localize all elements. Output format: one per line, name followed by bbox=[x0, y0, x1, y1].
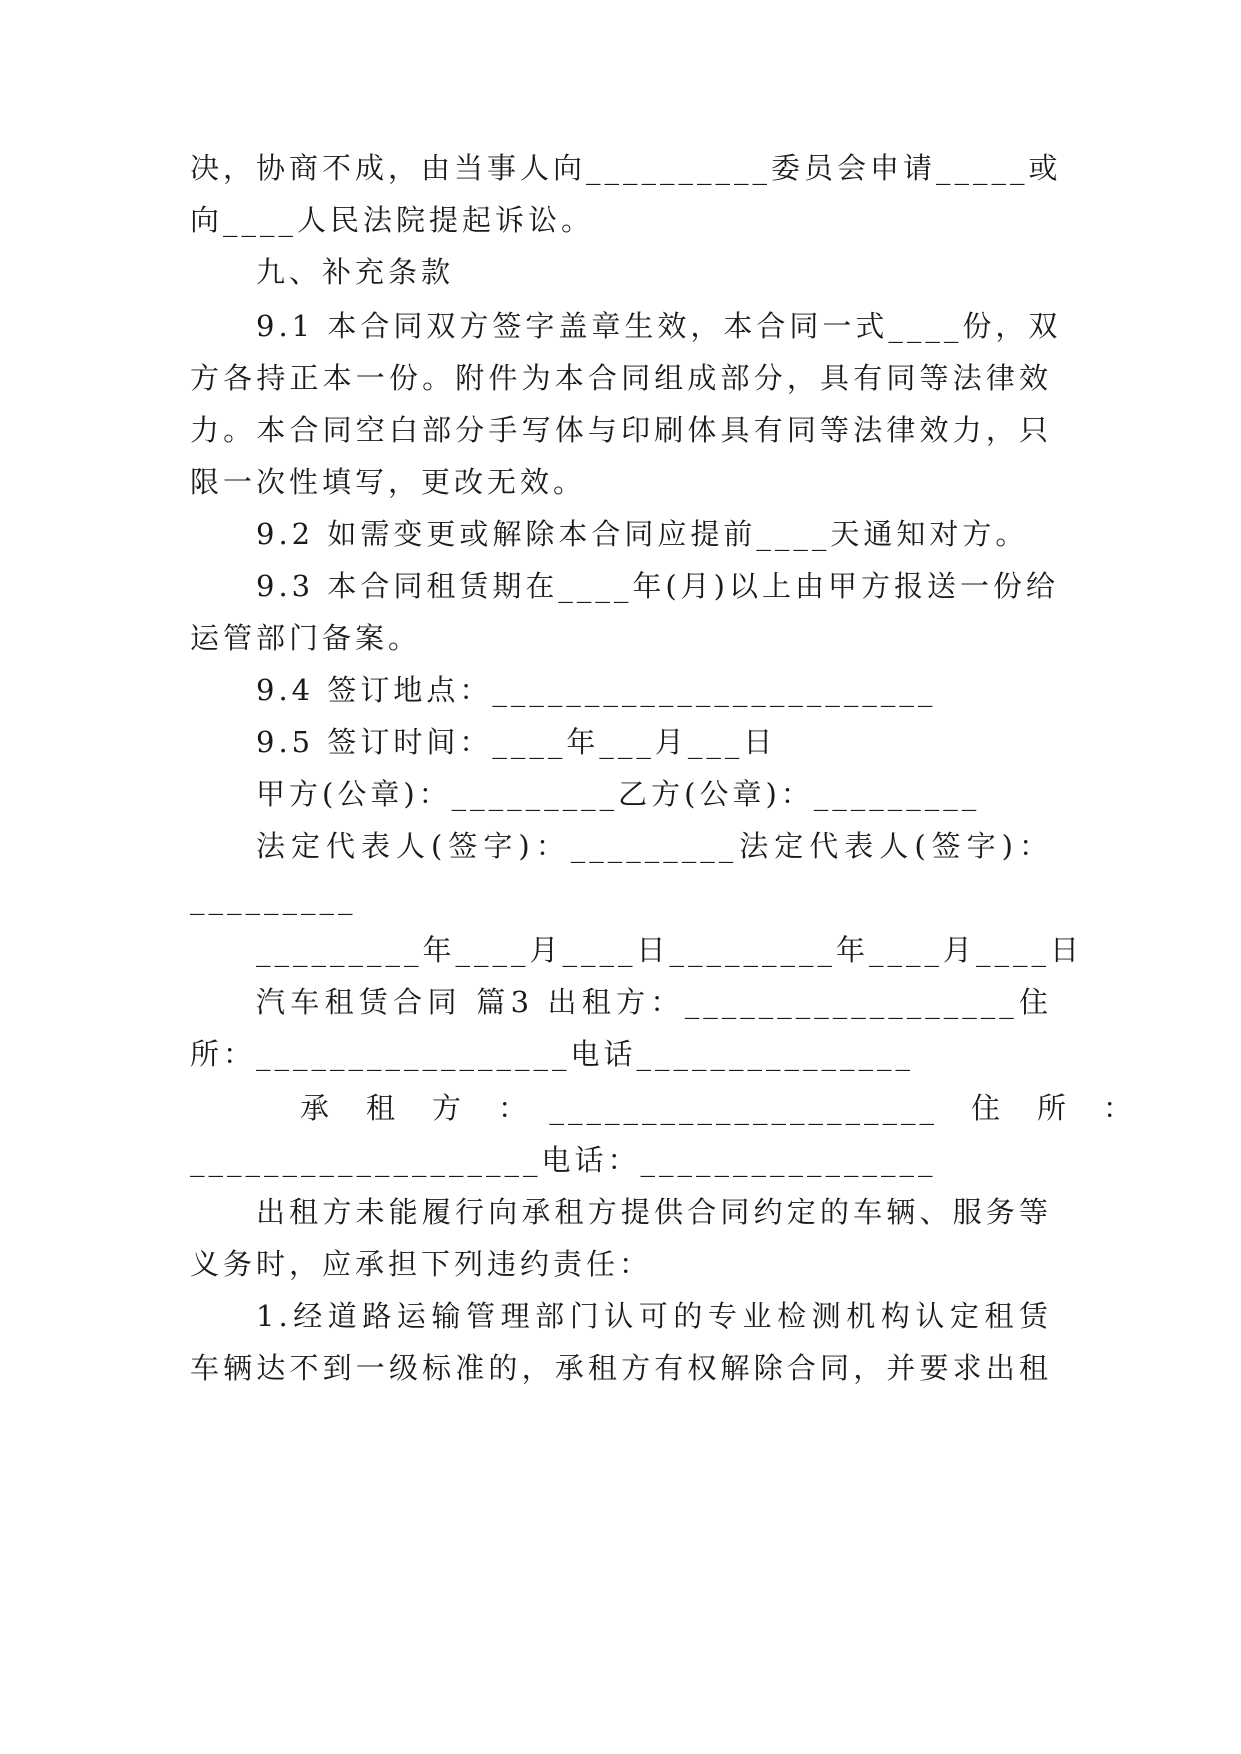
paragraph-line: 9.1 本合同双方签字盖章生效，本合同一式____份，双 bbox=[256, 309, 1062, 343]
signature-line: _________ bbox=[190, 881, 357, 915]
paragraph-line: 出租方未能履行向承租方提供合同约定的车辆、服务等 bbox=[256, 1195, 1052, 1229]
signature-line: 法定代表人(签字)：_________法定代表人(签字)： bbox=[256, 829, 1052, 863]
paragraph-line: 向____人民法院提起诉讼。 bbox=[190, 203, 595, 237]
date-line: _________年____月____日_________年____月____日 bbox=[256, 933, 1084, 967]
paragraph-line: 9.3 本合同租赁期在____年(月)以上由甲方报送一份给 bbox=[256, 569, 1059, 603]
paragraph-line: ___________________电话：________________ bbox=[190, 1143, 937, 1177]
signature-line: 甲方(公章)：_________乙方(公章)：_________ bbox=[256, 777, 981, 811]
paragraph-line: 9.5 签订时间：____年___月___日 bbox=[256, 725, 777, 759]
paragraph-line: 承 租 方 ： _____________________ 住 所 ： bbox=[300, 1091, 1137, 1125]
contract-heading-line: 汽车租赁合同 篇3 出租方：__________________住 bbox=[256, 985, 1052, 1019]
paragraph-line: 车辆达不到一级标准的，承租方有权解除合同，并要求出租 bbox=[190, 1351, 1052, 1385]
paragraph-line: 方各持正本一份。附件为本合同组成部分，具有同等法律效 bbox=[190, 361, 1052, 395]
paragraph-line: 力。本合同空白部分手写体与印刷体具有同等法律效力，只 bbox=[190, 413, 1052, 447]
paragraph-line: 1.经道路运输管理部门认可的专业检测机构认定租赁 bbox=[256, 1299, 1052, 1333]
paragraph-line: 限一次性填写，更改无效。 bbox=[190, 465, 587, 499]
paragraph-line: 9.2 如需变更或解除本合同应提前____天通知对方。 bbox=[256, 517, 1029, 551]
section-heading: 九、补充条款 bbox=[256, 255, 455, 289]
paragraph-line: 所：_________________电话_______________ bbox=[190, 1037, 915, 1071]
paragraph-line: 决，协商不成，由当事人向__________委员会申请_____或 bbox=[190, 151, 1062, 185]
paragraph-line: 9.4 签订地点：________________________ bbox=[256, 673, 937, 707]
paragraph-line: 义务时，应承担下列违约责任： bbox=[190, 1247, 653, 1281]
paragraph-line: 运管部门备案。 bbox=[190, 621, 422, 655]
